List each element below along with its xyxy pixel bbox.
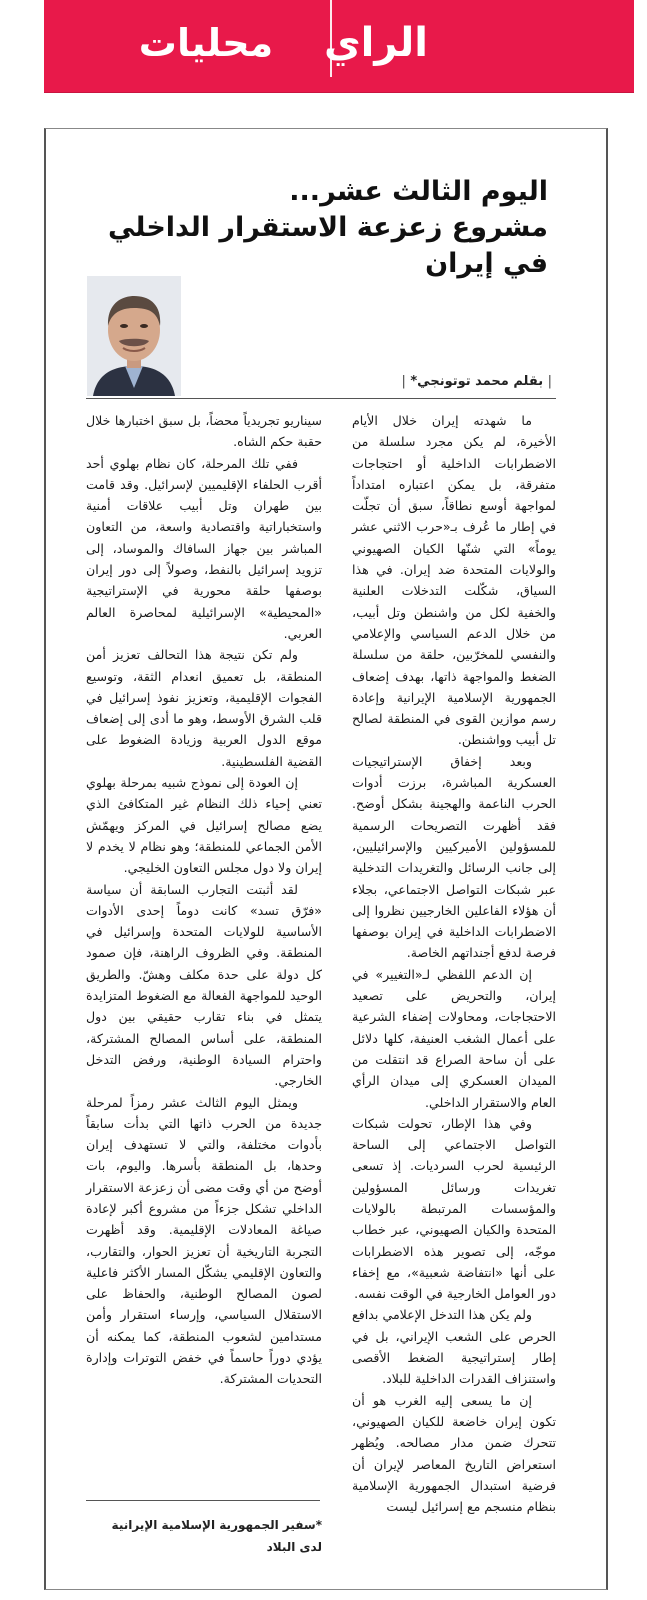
header-rule [86,398,556,399]
paragraph: وفي هذا الإطار، تحولت شبكات التواصل الاجتماعي إلى الساحة الرئيسية لحرب السرديات. إذ تسعى تغريدات ورسائل المسؤولين والمؤسسات المرتبطة بالولايات المتحدة والكيان الصهيوني، عبر خطاب موجّه، إلى تصوير هذه الاضطرابات على أنها «انتفاضة شعبية»، مع إخفاء دور العوامل الخارجية في الوقت نفسه. [352,1115,556,1302]
section-title: محليات [138,21,274,65]
paragraph: ولم تكن نتيجة هذا التحالف تعزيز أمن المنطقة، بل تعميق انعدام الثقة، وتوسيع الفجوات الإقليمية، وتعزيز نفوذ إسرائيل في قلب الشرق الأوسط، وهو ما أدى إلى إضعاف موقع الدول العربية وزيادة الضغوط على القضية الفلسطينية. [86,647,322,769]
paragraph: إن العودة إلى نموذج شبيه بمرحلة بهلوي تعني إحياء ذلك النظام غير المتكافئ الذي يضع مصالح إسرائيل في المركز ويهمّش الأمن الجماعي للمنطقة؛ وهو نظام لا يخدم لا إيران ولا دول مجلس التعاون الخليجي. [86,775,322,876]
paragraph: سيناريو تجريدياً محضاً، بل سبق اختبارها خلال حقبة حكم الشاه. [86,413,322,450]
paragraph: وبعد إخفاق الإستراتيجيات العسكرية المباشرة، برزت أدوات الحرب الناعمة والهجينة بشكل أوضح. فقد أظهرت التصريحات الرسمية للمسؤولين الأميركيين والإسرائيليين، إلى جانب الرسائل والتغريدات التدخلية عبر شبكات التواصل الاجتماعي، بجلاء أن هؤلاء الفاعلين الخارجيين نظروا إلى الاضطرابات الداخلية في إيران بوصفها فرصة لدفع أجنداتهم الخاصة. [352,753,556,961]
paragraph: إن ما يسعى إليه الغرب هو أن تكون إيران خاضعة للكيان الصهيوني، تتحرك ضمن مدار مصالحه. ويُظهر استعراض التاريخ المعاصر لإيران أن فرضية استبدال الجمهورية الإسلامية بنظام منسجم مع إسرائيل ليست [352,1392,556,1515]
paragraph: ما شهدته إيران خلال الأيام الأخيرة، لم يكن مجرد سلسلة من الاضطرابات الداخلية أو احتجاجات متفرقة، بل يمكن اعتباره امتداداً لمواجهة أوسع نطاقاً، سبق أن تجلّت في إطار ما عُرف بـ«حرب الاثني عشر يوماً» التي شنّها الكيان الصهيوني والولايات المتحدة ضد إيران. في هذا السياق، شكّلت التدخلات العلنية والخفية لكل من واشنطن وتل أبيب، من خلال الدعم السياسي والإعلامي والنفسي للمخرّبين، حلقة من سلسلة الضغط والمواجهة ذاتها، بهدف إضعاف الجمهورية الإسلامية الإيرانية وإعادة رسم موازين القوى في المنطقة لصالح تل أبيب وواشنطن. [352,413,556,748]
author-name: بقلم محمد توتونجي* [410,374,544,389]
article-column-left [86,410,322,1390]
paragraph: ففي تلك المرحلة، كان نظام بهلوي أحد أقرب الحلفاء الإقليميين لإسرائيل. وقد قامت بين طهران وتل أبيب علاقات أمنية واستخباراتية واقتصادية واسعة، من التعاون المباشر بين جهاز السافاك والموساد، إلى تزويد إسرائيل بالنفط، وصولاً إلى دور إيران بوصفها حلقة محورية في الإستراتيجية «المحيطية» الإسرائيلية لمحاصرة العالم العربي. [86,455,322,641]
footnote-line-1: *سفير الجمهورية الإسلامية الإيرانية [111,1518,322,1532]
paragraph: لقد أثبتت التجارب السابقة أن سياسة «فرّق تسد» كانت دوماً إحدى الأدوات الأساسية للولايات المتحدة وإسرائيل في المنطقة. وفي الظروف الراهنة، فإن صمود كل دولة على حدة مكلف وهشّ. والطريق الوحيد للمواجهة الفعالة مع الضغوط المتزايدة يتمثل في بناء تقارب حقيقي بين دول المنطقة، على أساس المصالح المشتركة، واحترام السيادة الوطنية، ورفض التدخل الخارجي. [86,881,322,1089]
headline-line-2: مشروع زعزعة الاستقرار الداخلي في إيران [107,212,548,279]
author-photo [87,276,181,396]
paragraph: ويمثل اليوم الثالث عشر رمزاً لمرحلة جديدة من الحرب ذاتها التي بدأت سابقاً بأدوات مختلفة، والتي لا تستهدف إيران وحدها، بل المنطقة بأسرها. واليوم، بات أوضح من أي وقت مضى أن زعزعة الاستقرار الداخلي تشكل جزءاً من مشروع أكبر لإعادة صياغة المعادلات الإقليمية. وقد أظهرت التجربة التاريخية أن تعزيز الحوار، والتقارب، والتعاون الإقليمي يشكّل المسار الأكثر فاعلية لصون المصالح الوطنية، والحفاظ على الاستقلال السياسي، وإرساء استقرار وأمن مستدامين لشعوب المنطقة، كما يمكنه أن يؤدي دوراً حاسماً في خفض التوترات وإدارة التحديات المشتركة. [86,1094,322,1387]
paragraph: إن الدعم اللفظي لـ«التغيير» في إيران، والتحريض على تصعيد الاحتجاجات، ومحاولات إضفاء الشرعية على أعمال الشغب العنيفة، كلها دلائل على أن ساحة الصراع قد انتقلت من الميدان العسكري إلى ميدان الرأي العام والاستقرار الداخلي. [352,966,556,1110]
author-footnote [86,1514,322,1558]
headline-line-1: اليوم الثالث عشر... [289,176,548,207]
newspaper-logo: الراي [324,20,428,66]
footnote-line-2: لدى البلاد [266,1540,322,1554]
footnote-rule [86,1500,320,1501]
section-banner [44,0,634,93]
byline [330,374,552,389]
byline-bar-start: | [547,374,552,389]
author-portrait-icon [87,276,181,396]
article-column-right [352,410,556,1517]
article-headline [96,174,548,282]
byline-bar-end: | [401,374,406,389]
paragraph: ولم يكن هذا التدخل الإعلامي بدافع الحرص على الشعب الإيراني، بل في إطار إستراتيجية الضغط الأقصى واستنزاف القدرات الداخلية للبلاد. [352,1307,556,1387]
